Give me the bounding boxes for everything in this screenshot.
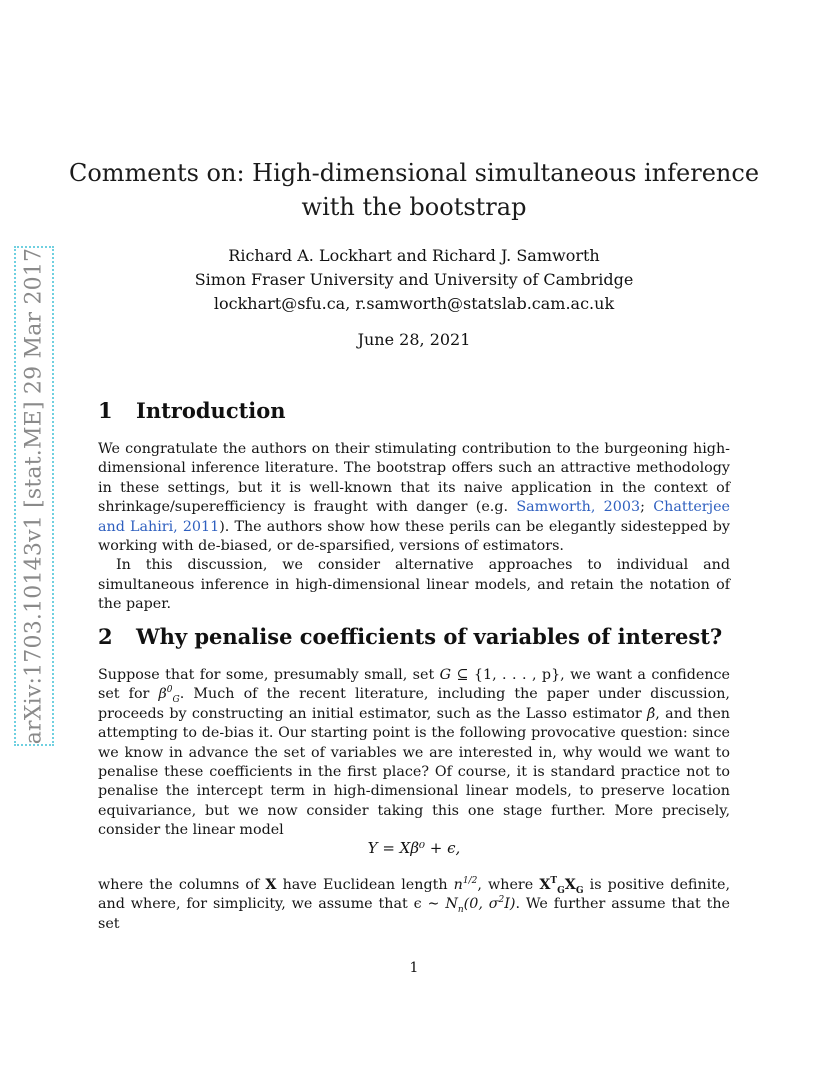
text-run: where the columns of: [98, 877, 266, 893]
math-normal-dist: $N_n(0$, $\sigma^2I$): [445, 895, 516, 916]
section-1-paragraph-1: [98, 440, 730, 615]
text-run: We congratulate the authors on their stimulating contribution to the burgeoning high-dimensional inference literature. The bootstrap offers such an attractive methodology in these settings, but it is well-known that its naive application in the context of shrinkage/superefficiency is fraught with danger (e.g.: [98, 441, 730, 516]
paper-date: June 28, 2021: [357, 330, 471, 349]
text-run: , where: [477, 877, 540, 893]
section-2-paragraph-1: [98, 666, 730, 841]
page-number: 1: [409, 960, 419, 976]
text-run: . We further assume that the set: [98, 896, 731, 932]
math-XGT-XG: $X^T_GX_G$: [539, 876, 584, 896]
text-run: have Euclidean length: [276, 877, 454, 893]
text-run: ). The authors show how these perils can be elegantly sidestepped by working with de-biased, or de-sparsified, versions of estimators.: [98, 518, 730, 555]
paper-title: [60, 156, 768, 224]
affiliations: Simon Fraser University and University of Cambridge: [194, 270, 634, 289]
math-X: X: [265, 877, 277, 893]
citation-samworth-2003[interactable]: Samworth, 2003: [516, 499, 641, 516]
linear-model-equation: Y = Xβ⁰ + ϵ,: [367, 839, 461, 857]
text-run: ⊆ {1, . . . , p}, we want a confidence set for: [98, 667, 730, 703]
arxiv-identifier-stamp: [14, 246, 54, 746]
text-run: is positive definite, and where, for simplicity, we assume that ϵ ∼: [98, 877, 730, 913]
text-run: ;: [640, 499, 654, 516]
text-run: . Much of the recent literature, including the paper under discussion, proceeds by constructing an initial estimator, such as the Lasso estimator: [98, 686, 730, 722]
math-n-half: $n^{1/2}$: [453, 876, 478, 893]
emails: lockhart@sfu.ca, r.samworth@statslab.cam.ac.uk: [213, 294, 615, 313]
section-1-paragraph-2: In this discussion, we consider alternative approaches to individual and simultaneous inference in high-dimensional linear models, and retain the notation of the paper.: [98, 557, 730, 613]
math-G: G: [439, 667, 452, 683]
arxiv-identifier-text: arXiv:1703.10143v1 [stat.ME] 29 Mar 2017: [21, 247, 47, 745]
title-line-2: with the bootstrap: [301, 193, 527, 221]
section-2-heading: [98, 624, 722, 649]
section-2-number: 2: [98, 624, 113, 649]
section-2-title: Why penalise coefficients of variables of interest?: [136, 624, 723, 649]
text-run: , and then attempting to de-bias it. Our starting point is the following provocative question: since we know in advance the set of variables we are interested in, why would we want to penalise these coefficients in the first place? Of course, it is standard practice not to penalise the intercept term in high-dimensional linear models, to preserve location equivariance, but we now consider taking this one stage further. More precisely, consider the linear model: [98, 705, 730, 839]
math-beta-hat: β̂: [647, 705, 656, 722]
author-block: [60, 244, 768, 316]
section-1-title: Introduction: [136, 398, 286, 423]
authors: Richard A. Lockhart and Richard J. Samworth: [228, 246, 600, 265]
math-beta-G-0: $\beta^0_G$: [158, 685, 180, 706]
text-run: Suppose that for some, presumably small, set: [98, 667, 440, 683]
section-1-number: 1: [98, 398, 113, 423]
citation-chatterjee-lahiri-2011[interactable]: Chatterjee and Lahiri, 2011: [98, 499, 730, 535]
title-line-1: Comments on: High-dimensional simultaneous inference: [68, 159, 760, 187]
section-2-paragraph-2: [98, 876, 730, 934]
section-1-heading: [98, 398, 286, 423]
